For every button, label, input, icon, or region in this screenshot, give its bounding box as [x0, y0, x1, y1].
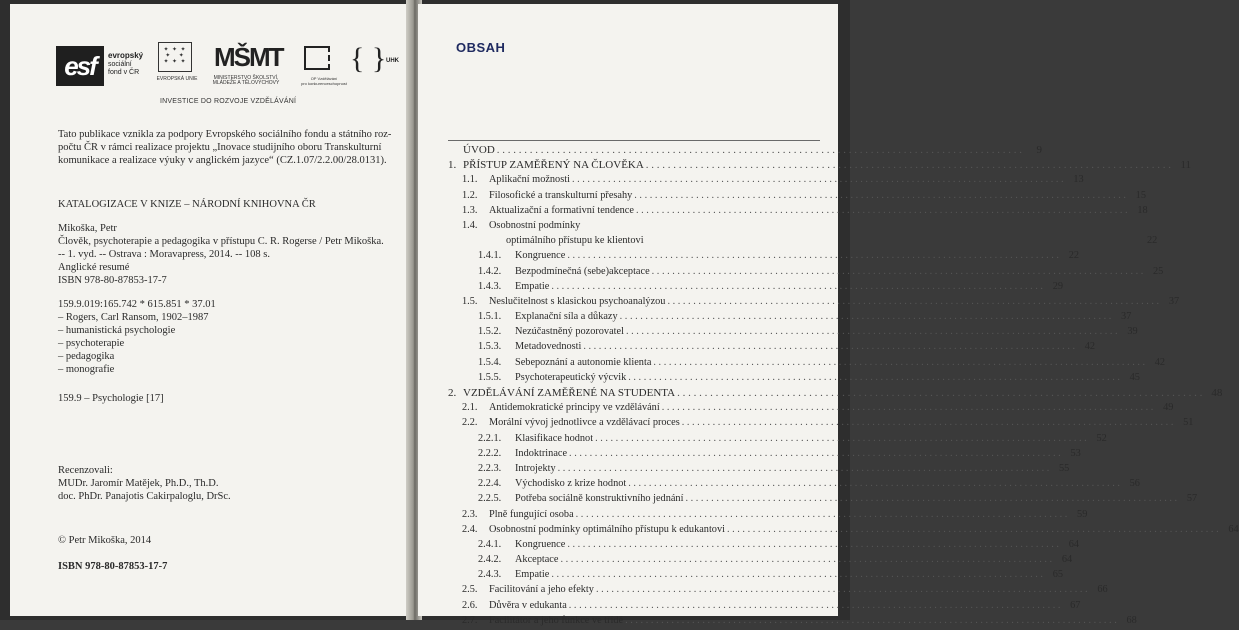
toc-entry-page: 15: [1135, 189, 1146, 201]
toc-entry: [448, 235, 1158, 250]
toc-entry-page: 22: [1146, 235, 1158, 247]
toc-entry-page: 29: [1052, 280, 1063, 292]
toc-entry-page: 25: [1153, 265, 1164, 277]
investice-slogan: INVESTICE DO ROZVOJE VZDĚLÁVÁNÍ: [160, 98, 297, 105]
toc-leader-dots: [662, 402, 1154, 413]
toc-entry-number: 1.4.1.: [478, 250, 502, 262]
toc-leader-dots: [653, 357, 1145, 368]
toc-entry-label: Akceptace: [515, 554, 559, 566]
toc-entry: [448, 159, 1192, 174]
toc-leader-dots: [567, 539, 1059, 550]
toc-entry: [448, 538, 1080, 554]
toc-entry-label: Východisko z krize hodnot: [515, 478, 627, 490]
toc-entry-number: 2.2.5.: [478, 493, 502, 505]
toc-entry-number: 2.1.: [462, 402, 478, 414]
toc-leader-dots: [727, 524, 1219, 535]
toc-entry-label: Důvěra v edukanta: [489, 599, 567, 611]
classification-line: – monografie: [58, 364, 115, 375]
left-page: [10, 4, 412, 616]
toc-entry-page: 37: [1121, 311, 1132, 323]
toc-leader-dots: [569, 600, 1061, 611]
toc-entry-label: ÚVOD: [463, 144, 495, 156]
msmt-line1: MINISTERSTVO ŠKOLSTVÍ,: [213, 75, 279, 81]
toc-entry-page: 65: [1052, 569, 1063, 581]
toc-leader-dots: [646, 159, 1171, 171]
support-line: počtu ČR v rámci realizace projektu „Inovace studijního oboru Transkulturní: [58, 142, 382, 153]
esf-line2: sociální: [108, 61, 132, 68]
toc-entry-page: 57: [1186, 493, 1198, 505]
toc-entry-number: 2.4.3.: [478, 569, 502, 581]
table-of-contents: [448, 144, 1239, 630]
toc-entry-number: 2.3.: [462, 508, 478, 520]
op-logo-icon: [304, 46, 330, 70]
toc-entry-page: 64: [1068, 538, 1080, 550]
toc-leader-dots: [667, 296, 1159, 307]
toc-entry-label: Plně fungující osoba: [489, 508, 574, 520]
toc-entry: [448, 220, 818, 235]
toc-entry-number: 2.2.1.: [478, 432, 502, 444]
esf-line1: evropský: [108, 51, 144, 60]
catalog-record: [58, 222, 408, 287]
toc-entry-label: Facilitování a jeho efekty: [489, 584, 594, 596]
toc-entry: [448, 341, 1096, 356]
toc-entry-label: Aktualizační a formativní tendence: [489, 204, 634, 216]
uhk-logo: { }: [350, 42, 387, 75]
toc-entry-label: Morální vývoj jednotlivce a vzdělávací proces: [489, 417, 680, 429]
toc-entry: [448, 417, 1194, 432]
toc-entry-number: 1.5.2.: [478, 326, 502, 338]
toc-entry-label: Potřeba sociálně konstruktivního jednání: [515, 493, 684, 505]
toc-entry-number: 2.6.: [462, 599, 478, 611]
toc-entry-label: Neslučitelnost s klasickou psychoanalýzou: [489, 295, 666, 307]
toc-entry-number: 2.2.4.: [478, 478, 502, 490]
toc-entry-number: 1.5.5.: [478, 371, 502, 383]
classification-line: – pedagogika: [58, 351, 115, 362]
toc-entry: [448, 189, 1146, 205]
toc-entry: [448, 554, 1073, 569]
toc-entry-number: 2.: [448, 387, 457, 399]
toc-entry-page: 42: [1084, 341, 1096, 353]
toc-leader-dots: [677, 387, 1202, 399]
toc-entry-number: 1.4.2.: [478, 265, 502, 277]
toc-entry: [448, 250, 1080, 265]
toc-entry-label: Nezúčastněný pozorovatel: [515, 326, 624, 338]
toc-entry-number: 2.2.3.: [478, 462, 502, 474]
toc-entry-page: 39: [1127, 326, 1138, 338]
right-page: [418, 4, 1239, 626]
toc-entry: [448, 508, 1088, 524]
toc-entry-number: 2.2.2.: [478, 447, 502, 459]
toc-leader-dots: [625, 615, 1117, 626]
toc-entry-label: Metadovednosti: [515, 341, 582, 353]
toc-entry-number: 1.3.: [462, 204, 478, 216]
reviewer: doc. PhDr. Panajotis Cakirpaloglu, DrSc.: [58, 491, 231, 502]
op-line2: pro konkurenceschopnost: [301, 81, 347, 86]
msmt-label: [206, 76, 286, 86]
toc-entry-number: 1.5.1.: [478, 311, 502, 323]
support-line: komunikace a realizace výuky v anglickém jazyce“ (CZ.1.07/2.2.00/28.0131).: [58, 155, 387, 166]
toc-leader-dots: [685, 493, 1177, 504]
toc-entry-number: 1.4.: [462, 219, 478, 231]
toc-entry-number: 1.5.: [462, 295, 478, 307]
toc-leader-dots: [634, 190, 1126, 201]
toc-entry: [448, 174, 1084, 189]
toc-entry-page: 49: [1163, 402, 1174, 414]
classification-list: [58, 298, 408, 376]
toc-entry-page: 18: [1137, 204, 1148, 216]
esf-logo-text: [108, 52, 143, 77]
toc-entry-label: Introjekty: [515, 462, 556, 474]
catalog-line: Mikoška, Petr: [58, 223, 117, 234]
toc-entry-label: Osobnostní podmínky optimálního přístupu k edukantovi: [489, 523, 725, 535]
toc-entry-page: 64: [1061, 554, 1073, 566]
reviewers-label: Recenzovali:: [58, 465, 113, 476]
toc-entry-number: 1.1.: [462, 174, 478, 186]
toc-entry-label: Explanační síla a důkazy: [515, 311, 618, 323]
toc-entry-page: 59: [1077, 508, 1088, 520]
toc-entry-page: 56: [1129, 478, 1140, 490]
toc-entry-page: 45: [1129, 371, 1140, 383]
catalog-line: Člověk, psychoterapie a pedagogika v přístupu C. R. Rogerse / Petr Mikoška.: [58, 236, 384, 247]
toc-entry-number: 1.5.4.: [478, 356, 502, 368]
toc-entry-page: 51: [1183, 417, 1194, 429]
toc-entry-label: optimálního přístupu ke klientovi: [506, 235, 644, 247]
toc-entry-number: 1.: [448, 159, 457, 172]
toc-entry-number: 2.4.1.: [478, 538, 502, 550]
toc-entry-label: Sebepoznání a autonomie klienta: [515, 356, 652, 368]
toc-entry-label: Kongruence: [515, 538, 566, 550]
toc-leader-dots: [628, 478, 1120, 489]
catalog-line: ISBN 978-80-87853-17-7: [58, 275, 167, 286]
toc-entry-page: 53: [1070, 447, 1081, 459]
toc-entry: [448, 280, 1063, 296]
reviewers-block: [58, 464, 408, 503]
toc-entry-label: Facilitátor a jeho funkce ve třídě: [489, 614, 624, 626]
toc-entry: [448, 447, 1081, 463]
support-line: Tato publikace vznikla za podpory Evropského sociálního fondu a státního roz-: [58, 129, 392, 140]
toc-entry-label: VZDĚLÁVÁNÍ ZAMĚŘENÉ NA STUDENTA: [463, 387, 676, 399]
toc-leader-dots: [572, 174, 1064, 185]
op-label: [294, 76, 354, 86]
classification-line: – Rogers, Carl Ransom, 1902–1987: [58, 312, 209, 323]
toc-entry-page: 48: [1211, 387, 1223, 399]
toc-entry-number: 2.4.: [462, 523, 478, 535]
toc-entry-page: 52: [1096, 432, 1107, 444]
toc-entry-number: 2.4.2.: [478, 554, 502, 566]
toc-entry-page: 22: [1068, 250, 1080, 262]
toc-leader-dots: [596, 584, 1088, 595]
toc-leader-dots: [626, 326, 1118, 337]
toc-entry: [448, 402, 1174, 417]
toc-entry-page: 11: [1180, 159, 1192, 172]
toc-entry: [448, 371, 1140, 387]
toc-entry: [448, 614, 1137, 630]
eu-flag-icon: ✦ ✦ ✦ ✦ ✦ ✦ ✦ ✦: [158, 42, 192, 72]
toc-entry-label: Empatie: [515, 280, 550, 292]
toc-leader-dots: [576, 509, 1068, 520]
eu-label: EVROPSKÁ UNIE: [156, 76, 198, 82]
toc-entry-page: 42: [1154, 356, 1166, 368]
toc-entry: [448, 569, 1063, 584]
toc-leader-dots: [620, 311, 1112, 322]
toc-divider: [448, 140, 820, 141]
toc-entry-label: Osobnostní podmínky: [489, 219, 581, 231]
toc-entry-page: 64: [1228, 523, 1239, 535]
esf-line3: fond v ČR: [108, 69, 140, 76]
toc-entry-number: 1.5.3.: [478, 341, 502, 353]
toc-entry: [448, 326, 1138, 341]
classification-line: 159.9.019:165.742 * 615.851 * 37.01: [58, 299, 216, 310]
toc-leader-dots: [583, 341, 1075, 352]
toc-entry-number: 1.4.3.: [478, 280, 502, 292]
toc-entry-page: 67: [1070, 599, 1081, 611]
toc-leader-dots: [628, 372, 1120, 383]
toc-entry-number: 2.5.: [462, 584, 478, 596]
toc-entry-label: Antidemokratické principy ve vzdělávání: [489, 402, 660, 414]
toc-entry-page: 66: [1097, 584, 1108, 596]
toc-entry-label: Klasifikace hodnot: [515, 432, 594, 444]
classification-line: – psychoterapie: [58, 338, 125, 349]
toc-entry: [448, 599, 1081, 615]
catalog-line: -- 1. vyd. -- Ostrava : Moravapress, 2014. -- 108 s.: [58, 249, 270, 260]
toc-entry-page: 13: [1073, 174, 1084, 186]
toc-leader-dots: [682, 417, 1174, 428]
toc-entry: [448, 204, 1148, 220]
toc-entry-label: Bezpodmínečná (sebe)akceptace: [515, 265, 650, 277]
toc-entry-label: Indoktrinace: [515, 447, 568, 459]
toc-leader-dots: [551, 281, 1043, 292]
toc-entry: [448, 265, 1164, 281]
copyright: © Petr Mikoška, 2014: [58, 535, 152, 546]
toc-entry-page: 68: [1126, 614, 1137, 626]
catalog-line: Anglické resumé: [58, 262, 130, 273]
toc-entry: [448, 356, 1166, 372]
toc-entry-label: Empatie: [515, 569, 550, 581]
toc-leader-dots: [558, 463, 1050, 474]
toc-leader-dots: [497, 144, 1022, 156]
toc-entry-number: 1.2.: [462, 189, 478, 201]
toc-leader-dots: [652, 266, 1144, 277]
toc-entry-page: 9: [1036, 144, 1043, 156]
isbn-bold: ISBN 978-80-87853-17-7: [58, 561, 168, 572]
toc-entry-label: Filosofické a transkulturní přesahy: [489, 189, 633, 201]
toc-entry: [448, 462, 1070, 478]
toc-leader-dots: [567, 250, 1059, 261]
toc-entry-label: Aplikační možnosti: [489, 174, 570, 186]
reviewer: MUDr. Jaromír Matějek, Ph.D., Th.D.: [58, 478, 219, 489]
toc-entry: [448, 523, 1239, 539]
toc-entry: [448, 387, 1223, 402]
toc-leader-dots: [595, 433, 1087, 444]
toc-entry: [448, 311, 1132, 326]
msmt-logo: MŠMT: [214, 42, 283, 72]
support-paragraph: [58, 128, 408, 167]
toc-entry: [448, 144, 1043, 159]
toc-leader-dots: [560, 554, 1052, 565]
toc-leader-dots: [569, 448, 1061, 459]
toc-entry: [448, 295, 1180, 311]
subject-line: 159.9 – Psychologie [17]: [58, 393, 164, 404]
toc-leader-dots: [551, 569, 1043, 580]
page-title: OBSAH: [456, 40, 506, 55]
msmt-line2: MLÁDEŽE A TĚLOVÝCHOVY: [212, 80, 280, 86]
toc-entry-label: PŘÍSTUP ZAMĚŘENÝ NA ČLOVĚKA: [463, 159, 644, 172]
toc-entry-number: 2.7.: [462, 614, 478, 626]
toc-entry-number: 2.2.: [462, 417, 478, 429]
toc-entry-page: 37: [1168, 295, 1180, 307]
toc-entry: [448, 432, 1107, 448]
logo-bar: [56, 42, 406, 94]
toc-entry: [448, 584, 1108, 599]
toc-entry: [448, 478, 1140, 493]
toc-entry-label: Kongruence: [515, 250, 566, 262]
catalog-heading: KATALOGIZACE V KNIZE – NÁRODNÍ KNIHOVNA ČR: [58, 199, 316, 210]
esf-logo: esf: [56, 46, 104, 86]
classification-line: – humanistická psychologie: [58, 325, 176, 336]
toc-entry: [448, 493, 1198, 508]
toc-entry-label: Psychoterapeutický výcvik: [515, 371, 627, 383]
toc-leader-dots: [636, 205, 1128, 216]
toc-entry-page: 55: [1059, 462, 1070, 474]
op-line1: OP Vzdělávání: [310, 76, 338, 81]
uhk-label: UHK: [386, 58, 399, 64]
